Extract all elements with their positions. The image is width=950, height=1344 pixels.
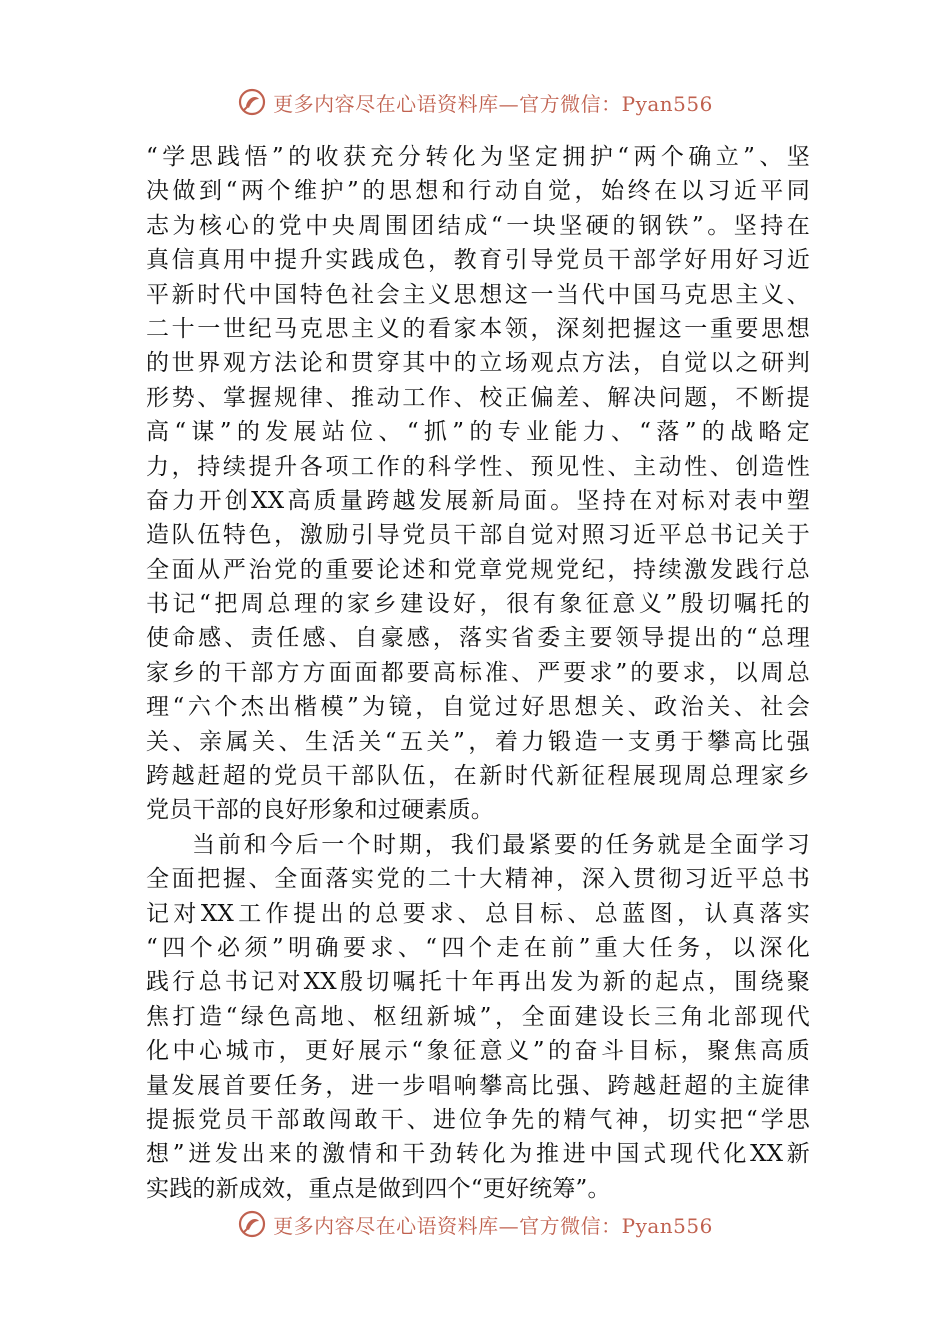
body-line: 提振党员干部敢闯敢干、进位争先的精气神，切实把“学思 xyxy=(146,1106,810,1133)
logo-icon xyxy=(237,1209,267,1239)
body-line: 决做到“两个维护”的思想和行动自觉，始终在以习近平同 xyxy=(146,178,810,205)
body-line: “四个必须”明确要求、“四个走在前”重大任务，以深化 xyxy=(146,934,810,961)
body-line: 化中心城市，更好展示“象征意义”的奋斗目标，聚焦高质 xyxy=(146,1038,810,1065)
body-line: 全面从严治党的重要论述和党章党规党纪，持续激发践行总 xyxy=(146,556,810,583)
body-line: 志为核心的党中央周围团结成“一块坚硬的钢铁”。坚持在 xyxy=(146,212,810,239)
body-line: 记对XX工作提出的总要求、总目标、总蓝图，认真落实 xyxy=(146,900,810,927)
body-line: 践行总书记对XX殷切嘱托十年再出发为新的起点，围绕聚 xyxy=(146,969,810,996)
body-line: 量发展首要任务，进一步唱响攀高比强、跨越赶超的主旋律 xyxy=(146,1072,810,1099)
body-line: 焦打造“绿色高地、枢纽新城”，全面建设长三角北部现代 xyxy=(146,1003,810,1030)
body-line: 高“谋”的发展站位、“抓”的专业能力、“落”的战略定 xyxy=(146,419,810,446)
body-line: 关、亲属关、生活关“五关”，着力锻造一支勇于攀高比强 xyxy=(146,728,810,755)
header-watermark-text: 更多内容尽在心语资料库—官方微信：Pyan556 xyxy=(273,91,713,116)
body-line: 使命感、责任感、自豪感，落实省委主要领导提出的“总理 xyxy=(146,625,810,652)
body-line: 当前和今后一个时期，我们最紧要的任务就是全面学习 xyxy=(192,831,810,858)
body-line: 全面把握、全面落实党的二十大精神，深入贯彻习近平总书 xyxy=(146,866,810,893)
body-line: 奋力开创XX高质量跨越发展新局面。坚持在对标对表中塑 xyxy=(146,487,810,514)
document-body xyxy=(146,140,810,1206)
body-line: 家乡的干部方方面面都要高标准、严要求”的要求，以周总 xyxy=(146,659,810,686)
body-line: 二十一世纪马克思主义的看家本领，深刻把握这一重要思想 xyxy=(146,315,810,342)
body-line: 形势、掌握规律、推动工作、校正偏差、解决问题，不断提 xyxy=(146,384,810,411)
footer-watermark xyxy=(0,1207,950,1241)
logo-icon xyxy=(237,87,267,117)
body-line: 跨越赶超的党员干部队伍，在新时代新征程展现周总理家乡 xyxy=(146,763,810,790)
body-line: 党员干部的良好形象和过硬素质。 xyxy=(146,797,494,824)
body-line: 理“六个杰出楷模”为镜，自觉过好思想关、政治关、社会 xyxy=(146,694,810,721)
body-line: 的世界观方法论和贯穿其中的立场观点方法，自觉以之研判 xyxy=(146,350,810,377)
body-line: 力，持续提升各项工作的科学性、预见性、主动性、创造性 xyxy=(146,453,810,480)
body-line: “学思践悟”的收获充分转化为坚定拥护“两个确立”、坚 xyxy=(146,144,810,170)
body-line: 书记“把周总理的家乡建设好，很有象征意义”殷切嘱托的 xyxy=(146,591,810,618)
body-line: 真信真用中提升实践成色，教育引导党员干部学好用好习近 xyxy=(146,247,810,274)
body-line: 实践的新成效，重点是做到四个“更好统筹”。 xyxy=(146,1175,611,1202)
body-line: 造队伍特色，激励引导党员干部自觉对照习近平总书记关于 xyxy=(146,522,810,549)
footer-watermark-text: 更多内容尽在心语资料库—官方微信：Pyan556 xyxy=(273,1213,713,1238)
body-line: 想”迸发出来的激情和干劲转化为推进中国式现代化XX新 xyxy=(146,1141,810,1168)
body-line: 平新时代中国特色社会主义思想这一当代中国马克思主义、 xyxy=(146,281,810,308)
header-watermark xyxy=(0,82,950,122)
